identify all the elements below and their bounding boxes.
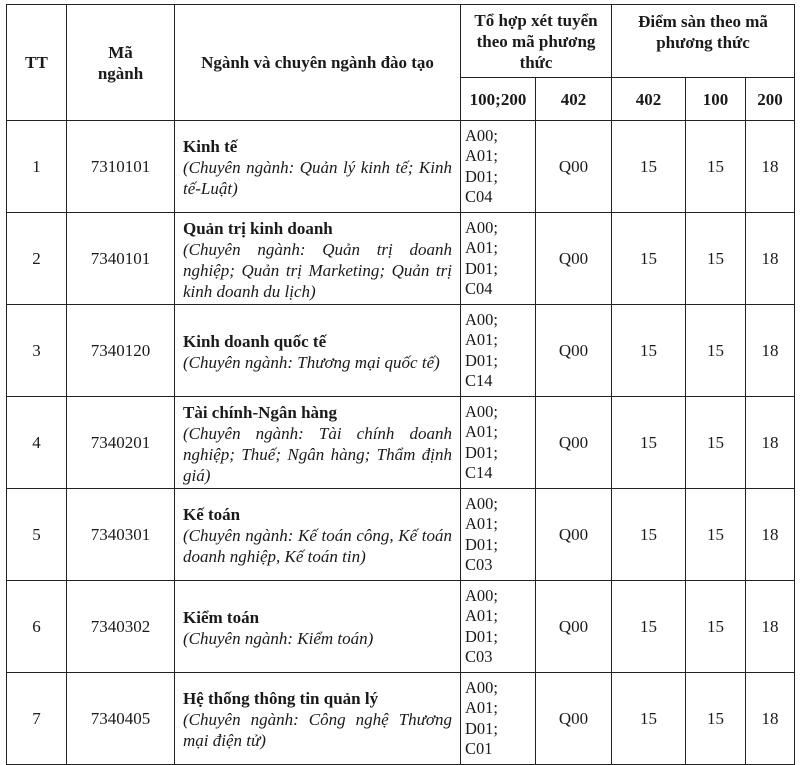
row-tt: 6 xyxy=(7,581,67,673)
header-combo-402: 402 xyxy=(536,78,612,121)
combo-item: A01; xyxy=(465,514,498,533)
header-combo-100-200: 100;200 xyxy=(461,78,536,121)
row-combo-402: Q00 xyxy=(536,581,612,673)
table-row xyxy=(7,581,795,673)
combo-item: C01 xyxy=(465,739,493,758)
major-title: Kiểm toán xyxy=(183,607,260,627)
row-code: 7340405 xyxy=(67,673,175,765)
combo-item: A00; xyxy=(465,125,498,145)
row-code: 7340120 xyxy=(67,305,175,397)
row-major xyxy=(175,581,461,673)
major-specialization: (Chuyên ngành: Công nghệ Thương mại điện tử) xyxy=(183,710,452,750)
row-score-100: 15 xyxy=(686,305,746,397)
row-score-100: 15 xyxy=(686,213,746,305)
combo-item: A01; xyxy=(465,606,498,625)
row-combos xyxy=(461,305,536,397)
admission-table xyxy=(6,4,795,765)
major-specialization: (Chuyên ngành: Quản lý kinh tế; Kinh tế-Luật) xyxy=(183,158,452,198)
combo-item: A00; xyxy=(465,677,498,697)
combo-item: A00; xyxy=(465,309,498,329)
row-code: 7310101 xyxy=(67,121,175,213)
combo-item: A01; xyxy=(465,238,498,257)
combo-item: A00; xyxy=(465,493,498,513)
row-score-402: 15 xyxy=(612,305,686,397)
row-score-100: 15 xyxy=(686,581,746,673)
combo-item: A00; xyxy=(465,401,498,421)
major-specialization: (Chuyên ngành: Kế toán công, Kế toán doanh nghiệp, Kế toán tin) xyxy=(183,526,452,566)
row-combos xyxy=(461,213,536,305)
header-score-200: 200 xyxy=(746,78,795,121)
row-combo-402: Q00 xyxy=(536,673,612,765)
major-specialization: (Chuyên ngành: Kiểm toán) xyxy=(183,628,374,648)
combo-item: D01; xyxy=(465,258,498,278)
combo-item: D01; xyxy=(465,718,498,738)
combo-item: D01; xyxy=(465,166,498,186)
header-row-1 xyxy=(7,5,795,78)
major-title: Kinh tế xyxy=(183,137,238,156)
header-score-group: Điểm sàn theo mã phương thức xyxy=(612,5,795,78)
header-code: Mã ngành xyxy=(67,5,175,121)
table-row xyxy=(7,489,795,581)
combo-item: C04 xyxy=(465,279,493,298)
row-score-402: 15 xyxy=(612,213,686,305)
row-score-200: 18 xyxy=(746,305,795,397)
row-tt: 1 xyxy=(7,121,67,213)
row-score-402: 15 xyxy=(612,121,686,213)
row-combos xyxy=(461,121,536,213)
row-major xyxy=(175,397,461,489)
combo-item: A01; xyxy=(465,698,498,717)
major-title: Hệ thống thông tin quản lý xyxy=(183,689,379,708)
row-combo-402: Q00 xyxy=(536,489,612,581)
row-score-200: 18 xyxy=(746,581,795,673)
combo-item: A01; xyxy=(465,146,498,165)
combo-item: C14 xyxy=(465,463,493,482)
header-score-100: 100 xyxy=(686,78,746,121)
row-score-200: 18 xyxy=(746,397,795,489)
row-major xyxy=(175,489,461,581)
row-combos xyxy=(461,489,536,581)
table-row xyxy=(7,121,795,213)
row-major xyxy=(175,673,461,765)
major-title: Tài chính-Ngân hàng xyxy=(183,402,337,422)
row-score-100: 15 xyxy=(686,121,746,213)
major-specialization: (Chuyên ngành: Quản trị doanh nghiệp; Quản trị Marketing; Quản trị kinh doanh du lịch) xyxy=(183,239,452,301)
table-row xyxy=(7,397,795,489)
major-specialization: (Chuyên ngành: Tài chính doanh nghiệp; Thuế; Ngân hàng; Thẩm định giá) xyxy=(183,423,452,485)
combo-item: C03 xyxy=(465,555,493,574)
row-combo-402: Q00 xyxy=(536,213,612,305)
combo-item: D01; xyxy=(465,350,498,370)
major-specialization: (Chuyên ngành: Thương mại quốc tế) xyxy=(183,352,440,372)
combo-item: C14 xyxy=(465,371,493,390)
table-row xyxy=(7,305,795,397)
combo-item: D01; xyxy=(465,442,498,462)
combo-item: C03 xyxy=(465,647,493,666)
header-tt: TT xyxy=(7,5,67,121)
header-score-402: 402 xyxy=(612,78,686,121)
row-combos xyxy=(461,673,536,765)
combo-item: A01; xyxy=(465,422,498,441)
row-combo-402: Q00 xyxy=(536,397,612,489)
header-combo-group: Tổ hợp xét tuyển theo mã phương thức xyxy=(461,5,612,78)
row-tt: 5 xyxy=(7,489,67,581)
major-title: Kế toán xyxy=(183,505,241,524)
row-tt: 2 xyxy=(7,213,67,305)
row-code: 7340101 xyxy=(67,213,175,305)
row-score-402: 15 xyxy=(612,397,686,489)
row-major xyxy=(175,213,461,305)
row-score-100: 15 xyxy=(686,489,746,581)
row-code: 7340302 xyxy=(67,581,175,673)
row-tt: 3 xyxy=(7,305,67,397)
row-score-402: 15 xyxy=(612,489,686,581)
table-row xyxy=(7,213,795,305)
row-score-200: 18 xyxy=(746,489,795,581)
row-major xyxy=(175,121,461,213)
major-title: Quản trị kinh doanh xyxy=(183,218,333,238)
row-score-200: 18 xyxy=(746,213,795,305)
row-score-402: 15 xyxy=(612,581,686,673)
row-score-200: 18 xyxy=(746,673,795,765)
row-score-402: 15 xyxy=(612,673,686,765)
row-code: 7340301 xyxy=(67,489,175,581)
row-score-100: 15 xyxy=(686,673,746,765)
row-score-100: 15 xyxy=(686,397,746,489)
table-row xyxy=(7,673,795,765)
row-combo-402: Q00 xyxy=(536,121,612,213)
major-title: Kinh doanh quốc tế xyxy=(183,331,327,351)
combo-item: A01; xyxy=(465,330,498,349)
row-tt: 4 xyxy=(7,397,67,489)
row-combos xyxy=(461,581,536,673)
header-major: Ngành và chuyên ngành đào tạo xyxy=(175,5,461,121)
combo-item: C04 xyxy=(465,187,493,206)
combo-item: A00; xyxy=(465,585,498,605)
row-score-200: 18 xyxy=(746,121,795,213)
row-tt: 7 xyxy=(7,673,67,765)
row-major xyxy=(175,305,461,397)
combo-item: D01; xyxy=(465,626,498,646)
combo-item: A00; xyxy=(465,217,498,237)
combo-item: D01; xyxy=(465,534,498,554)
row-combos xyxy=(461,397,536,489)
row-code: 7340201 xyxy=(67,397,175,489)
row-combo-402: Q00 xyxy=(536,305,612,397)
